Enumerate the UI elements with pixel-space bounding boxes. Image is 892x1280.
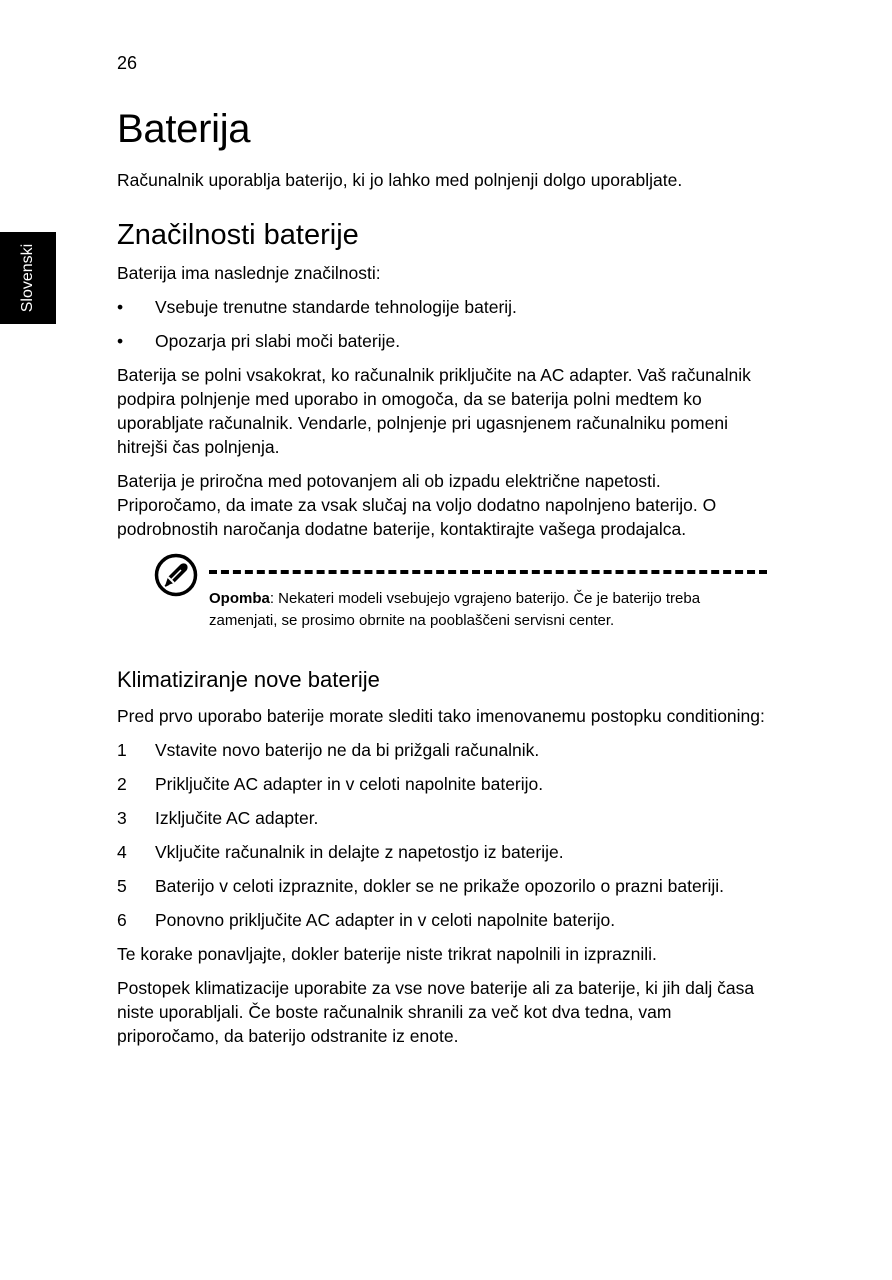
note-pen-icon — [154, 553, 198, 597]
bullet-mark: • — [117, 297, 124, 317]
features-lead: Baterija ima naslednje značilnosti: — [117, 263, 381, 283]
bullet-mark: • — [117, 331, 124, 351]
page-number: 26 — [117, 53, 138, 73]
list-item-text: Opozarja pri slabi moči baterije. — [155, 331, 401, 351]
note-label: Opomba — [209, 590, 270, 607]
page-content — [117, 104, 767, 1058]
conditioning-heading: Klimatiziranje nove baterije — [117, 667, 380, 692]
note-box — [154, 553, 767, 632]
conditioning-steps — [117, 738, 767, 932]
note-text — [209, 588, 767, 632]
repeat-paragraph: Te korake ponavljajte, dokler baterije niste trikrat napolnili in izpraznili. — [117, 944, 657, 964]
note-divider — [209, 570, 767, 574]
step-number: 3 — [117, 808, 127, 828]
page-title: Baterija — [117, 107, 251, 151]
intro-paragraph: Računalnik uporablja baterijo, ki jo lahko med polnjenji dolgo uporabljate. — [117, 170, 683, 190]
step-item — [117, 772, 767, 796]
step-text: Priključite AC adapter in v celoti napolnite baterijo. — [155, 774, 544, 794]
travel-paragraph: Baterija je priročna med potovanjem ali ob izpadu električne napetosti. Priporočamo, da imate za vsak slučaj na voljo dodatno napolnjeno baterijo. O podrobnostih naročanja dodatne baterije, kontaktirajte vašega prodajalca. — [117, 471, 717, 539]
step-number: 4 — [117, 842, 127, 862]
list-item — [117, 329, 767, 353]
step-item — [117, 908, 767, 932]
step-number: 1 — [117, 740, 127, 760]
step-item — [117, 806, 767, 830]
side-tab-label: Slovenski — [19, 243, 36, 313]
step-item — [117, 738, 767, 762]
features-list — [117, 295, 767, 353]
features-heading: Značilnosti baterije — [117, 219, 359, 251]
list-item — [117, 295, 767, 319]
step-item — [117, 874, 767, 898]
charging-paragraph: Baterija se polni vsakokrat, ko računalnik priključite na AC adapter. Vaš računalnik podpira polnjenje med uporabo in omogoča, da se baterija polni medtem ko uporabljate računalnik. Vendarle, polnjenje pri ugasnjenem računalniku pomeni hitrejši čas polnjenja. — [117, 365, 751, 457]
step-item — [117, 840, 767, 864]
step-number: 2 — [117, 774, 127, 794]
step-number: 6 — [117, 910, 127, 930]
list-item-text: Vsebuje trenutne standarde tehnologije baterij. — [155, 297, 517, 317]
language-side-tab — [0, 232, 56, 324]
step-text: Baterijo v celoti izpraznite, dokler se ne prikaže opozorilo o prazni bateriji. — [155, 876, 725, 896]
step-text: Ponovno priključite AC adapter in v celoti napolnite baterijo. — [155, 910, 616, 930]
conditioning-lead: Pred prvo uporabo baterije morate slediti tako imenovanemu postopku conditioning: — [117, 706, 765, 726]
step-text: Vključite računalnik in delajte z napetostjo iz baterije. — [155, 842, 564, 862]
step-number: 5 — [117, 876, 127, 896]
note-content: : Nekateri modeli vsebujejo vgrajeno baterijo. Če je baterijo treba zamenjati, se prosimo obrnite na pooblaščeni servisni center. — [209, 590, 701, 629]
step-text: Izključite AC adapter. — [155, 808, 319, 828]
final-paragraph: Postopek klimatizacije uporabite za vse nove baterije ali za baterije, ki jih dalj časa niste uporabljali. Če boste računalnik shranili za več kot dva tedna, vam priporočamo, da baterijo odstranite iz enote. — [117, 978, 755, 1046]
step-text: Vstavite novo baterijo ne da bi prižgali računalnik. — [155, 740, 540, 760]
